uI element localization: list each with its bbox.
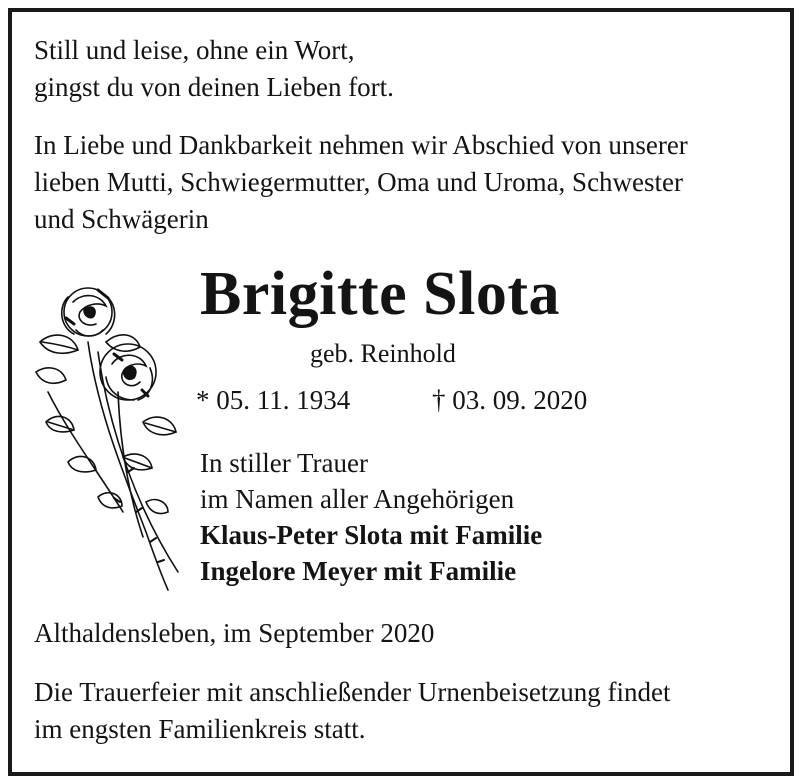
mourners-line: im Namen aller Angehörigen [200, 484, 515, 514]
intro-line: und Schwägerin [34, 204, 209, 234]
mourners-block [200, 447, 542, 591]
intro-line: lieben Mutti, Schwiegermutter, Oma und Uroma, Schwester [34, 167, 684, 197]
funeral-line: im engsten Familienkreis statt. [34, 714, 366, 744]
death-date: † 03. 09. 2020 [432, 385, 588, 415]
intro-text [34, 129, 688, 240]
intro-line: In Liebe und Dankbarkeit nehmen wir Abschied von unserer [34, 130, 688, 160]
verse-line: Still und leise, ohne ein Wort, [34, 35, 355, 65]
rose-illustration-icon [28, 272, 188, 597]
maiden-name: geb. Reinhold [310, 339, 456, 368]
mourners-line: In stiller Trauer [200, 448, 368, 478]
mourner-family: Ingelore Meyer mit Familie [200, 556, 517, 586]
birth-date: * 05. 11. 1934 [196, 385, 351, 415]
verse [34, 34, 394, 108]
funeral-line: Die Trauerfeier mit anschließender Urnenbeisetzung findet [34, 677, 671, 707]
mourner-family: Klaus-Peter Slota mit Familie [200, 520, 543, 550]
verse-line: gingst du von deinen Lieben fort. [34, 72, 394, 102]
place-date: Althaldensleben, im September 2020 [34, 618, 435, 648]
deceased-name: Brigitte Slota [200, 260, 560, 328]
funeral-info [34, 676, 671, 750]
